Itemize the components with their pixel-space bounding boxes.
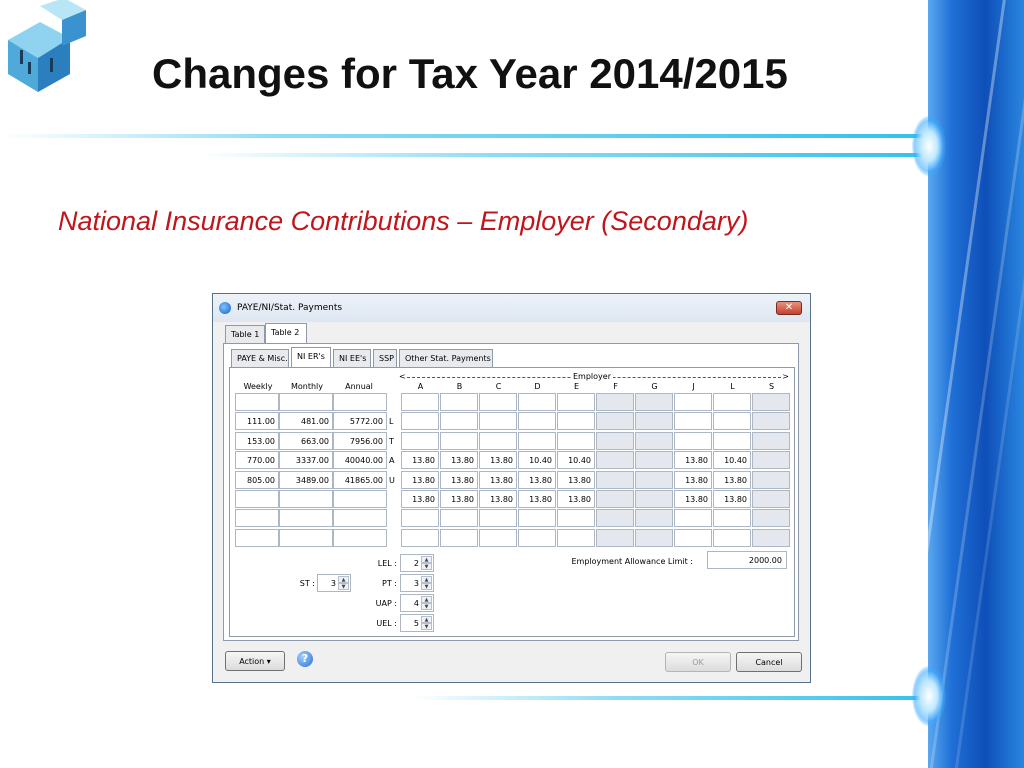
row-letter: L	[389, 417, 394, 426]
lel-label: LEL :	[377, 559, 397, 568]
rate-cell[interactable]: 13.80	[713, 471, 751, 489]
rate-cell[interactable]	[557, 529, 595, 547]
rate-cell[interactable]	[713, 393, 751, 411]
rate-cell[interactable]	[713, 412, 751, 430]
rate-cell[interactable]	[518, 529, 556, 547]
rate-cell[interactable]	[752, 393, 790, 411]
lel-value: 2	[413, 559, 419, 568]
threshold-cell[interactable]	[333, 393, 387, 411]
rate-cell[interactable]	[401, 412, 439, 430]
dialog-titlebar[interactable]	[213, 294, 810, 322]
spin-up-icon[interactable]: ▲	[421, 616, 432, 623]
rate-cell[interactable]	[401, 529, 439, 547]
threshold-cell[interactable]	[235, 490, 279, 508]
uel-value: 5	[413, 619, 419, 628]
rate-cell[interactable]: 13.80	[557, 490, 595, 508]
slide-title: Changes for Tax Year 2014/2015	[152, 50, 788, 97]
rate-cell[interactable]	[401, 393, 439, 411]
employment-allowance-field[interactable]: 2000.00	[707, 551, 787, 569]
rate-cell[interactable]	[635, 509, 673, 527]
rate-cell[interactable]	[518, 432, 556, 450]
arrow-right: >	[782, 372, 789, 381]
rate-cell[interactable]	[440, 509, 478, 527]
spin-down-icon[interactable]: ▼	[338, 583, 349, 590]
rate-cell[interactable]	[440, 432, 478, 450]
rate-cell[interactable]	[674, 529, 712, 547]
rate-cell[interactable]	[596, 490, 634, 508]
rate-cell[interactable]	[635, 412, 673, 430]
rate-cell[interactable]: 13.80	[518, 471, 556, 489]
rate-cell[interactable]	[479, 412, 517, 430]
row-letter: U	[389, 476, 395, 485]
rate-cell[interactable]	[401, 509, 439, 527]
tab-table-1[interactable]: Table 1	[225, 325, 265, 343]
rate-cell[interactable]: 13.80	[674, 490, 712, 508]
rate-cell[interactable]	[713, 432, 751, 450]
rate-cell[interactable]	[674, 412, 712, 430]
rate-cell[interactable]: 10.40	[557, 451, 595, 469]
tab-paye-misc[interactable]: PAYE & Misc.	[231, 349, 289, 367]
threshold-cell[interactable]: 7956.00	[333, 432, 387, 450]
uap-spinner[interactable]	[400, 594, 434, 612]
rate-cell[interactable]	[752, 490, 790, 508]
threshold-cell[interactable]: 3337.00	[279, 451, 333, 469]
header-monthly: Monthly	[290, 382, 324, 391]
rate-cell[interactable]	[557, 432, 595, 450]
rate-cell[interactable]: 13.80	[674, 471, 712, 489]
rate-cell[interactable]	[401, 432, 439, 450]
arrow-left: <	[399, 372, 406, 381]
spin-up-icon[interactable]: ▲	[421, 596, 432, 603]
rate-cell[interactable]	[752, 471, 790, 489]
rate-cell[interactable]	[713, 529, 751, 547]
rate-cell[interactable]	[518, 393, 556, 411]
employer-bracket	[399, 372, 789, 382]
rate-cell[interactable]: 13.80	[401, 471, 439, 489]
rate-cell[interactable]: 13.80	[479, 490, 517, 508]
header-col-f: F	[613, 382, 618, 391]
header-col-e: E	[573, 382, 580, 391]
rate-cell[interactable]	[479, 529, 517, 547]
rate-cell[interactable]	[752, 432, 790, 450]
uel-spinner[interactable]	[400, 614, 434, 632]
rate-cell[interactable]	[596, 393, 634, 411]
pt-spinner[interactable]	[400, 574, 434, 592]
rate-cell[interactable]	[479, 509, 517, 527]
threshold-cell[interactable]	[279, 490, 333, 508]
rate-cell[interactable]: 13.80	[518, 490, 556, 508]
app-icon	[219, 302, 231, 314]
help-icon[interactable]: ?	[297, 651, 313, 667]
rate-cell[interactable]	[518, 509, 556, 527]
rate-cell[interactable]	[440, 393, 478, 411]
rate-cell[interactable]	[440, 412, 478, 430]
tab-ni-ers[interactable]: NI ER's	[291, 347, 331, 367]
lel-spinner[interactable]	[400, 554, 434, 572]
rate-cell[interactable]: 13.80	[479, 451, 517, 469]
rate-cell[interactable]	[596, 529, 634, 547]
header-col-c: C	[495, 382, 502, 391]
rate-cell[interactable]	[557, 412, 595, 430]
rate-cell[interactable]	[596, 471, 634, 489]
rate-cell[interactable]	[635, 451, 673, 469]
rate-cell[interactable]	[440, 529, 478, 547]
rate-cell[interactable]	[635, 529, 673, 547]
header-weekly: Weekly	[243, 382, 273, 391]
threshold-cell[interactable]: 481.00	[279, 412, 333, 430]
rate-cell[interactable]	[596, 509, 634, 527]
threshold-cell[interactable]: 770.00	[235, 451, 279, 469]
ok-button[interactable]: OK	[665, 652, 731, 672]
threshold-cell[interactable]: 111.00	[235, 412, 279, 430]
decor-line-top	[0, 134, 930, 138]
row-letter: A	[389, 456, 395, 465]
threshold-cell[interactable]	[333, 529, 387, 547]
header-col-g: G	[651, 382, 658, 391]
uel-label: UEL :	[376, 619, 397, 628]
decor-glow-bottom	[912, 666, 946, 726]
logo-cubes	[0, 0, 96, 96]
spin-down-icon[interactable]: ▼	[421, 583, 432, 590]
rate-cell[interactable]	[674, 393, 712, 411]
threshold-cell[interactable]: 153.00	[235, 432, 279, 450]
slide-subtitle: National Insurance Contributions – Employer (Secondary)	[58, 206, 749, 236]
rate-cell[interactable]	[557, 393, 595, 411]
dialog-title: PAYE/NI/Stat. Payments	[237, 303, 343, 313]
threshold-cell[interactable]: 5772.00	[333, 412, 387, 430]
pt-label: PT :	[382, 579, 397, 588]
tab-ssp[interactable]: SSP	[373, 349, 397, 367]
threshold-cell[interactable]: 41865.00	[333, 471, 387, 489]
pt-value: 3	[413, 579, 419, 588]
uap-value: 4	[413, 599, 419, 608]
row-letter: T	[389, 437, 394, 446]
rate-cell[interactable]	[713, 509, 751, 527]
decor-line-bottom	[410, 696, 930, 700]
rate-cell[interactable]	[596, 432, 634, 450]
threshold-cell[interactable]	[333, 490, 387, 508]
rate-cell[interactable]	[479, 432, 517, 450]
decor-line-second	[200, 153, 930, 157]
threshold-cell[interactable]	[235, 509, 279, 527]
threshold-cell[interactable]	[279, 393, 333, 411]
st-label: ST :	[299, 579, 315, 588]
rate-cell[interactable]: 13.80	[440, 490, 478, 508]
rate-cell[interactable]	[674, 509, 712, 527]
spin-up-icon[interactable]: ▲	[421, 556, 432, 563]
st-spinner[interactable]	[317, 574, 351, 592]
rate-cell[interactable]: 10.40	[518, 451, 556, 469]
rate-cell[interactable]: 13.80	[674, 451, 712, 469]
tab-table-2[interactable]: Table 2	[265, 323, 307, 343]
decor-glow-top	[912, 116, 946, 176]
rate-cell[interactable]	[635, 432, 673, 450]
rate-cell[interactable]	[635, 471, 673, 489]
rate-cell[interactable]	[479, 393, 517, 411]
rate-cell[interactable]	[752, 509, 790, 527]
close-button[interactable]: ✕	[776, 301, 802, 315]
rate-cell[interactable]	[752, 412, 790, 430]
rate-cell[interactable]: 13.80	[479, 471, 517, 489]
rate-cell[interactable]	[518, 412, 556, 430]
cancel-button[interactable]: Cancel	[736, 652, 802, 672]
paye-ni-dialog	[212, 293, 811, 683]
rate-cell[interactable]	[557, 509, 595, 527]
spin-up-icon[interactable]: ▲	[338, 576, 349, 583]
spin-down-icon[interactable]: ▼	[421, 603, 432, 610]
rate-cell[interactable]	[596, 451, 634, 469]
rate-cell[interactable]	[752, 451, 790, 469]
threshold-cell[interactable]: 3489.00	[279, 471, 333, 489]
rate-cell[interactable]: 13.80	[401, 451, 439, 469]
rate-cell[interactable]: 13.80	[557, 471, 595, 489]
tab-other-stat-payments[interactable]: Other Stat. Payments	[399, 349, 493, 367]
uap-label: UAP :	[375, 599, 397, 608]
rate-cell[interactable]: 13.80	[713, 490, 751, 508]
header-col-b: B	[456, 382, 463, 391]
rate-cell[interactable]	[596, 412, 634, 430]
rate-cell[interactable]	[635, 393, 673, 411]
threshold-cell[interactable]	[279, 509, 333, 527]
spin-down-icon[interactable]: ▼	[421, 623, 432, 630]
rate-cell[interactable]	[674, 432, 712, 450]
tab-ni-ees[interactable]: NI EE's	[333, 349, 371, 367]
spin-up-icon[interactable]: ▲	[421, 576, 432, 583]
header-annual: Annual	[345, 382, 373, 391]
st-value: 3	[330, 579, 336, 588]
threshold-cell[interactable]	[235, 529, 279, 547]
threshold-cell[interactable]	[235, 393, 279, 411]
header-col-j: J	[692, 382, 695, 391]
employment-allowance-label: Employment Allowance Limit :	[571, 557, 693, 566]
rate-cell[interactable]: 13.80	[440, 451, 478, 469]
rate-cell[interactable]	[752, 529, 790, 547]
header-col-d: D	[534, 382, 541, 391]
header-col-s: S	[768, 382, 775, 391]
threshold-cell[interactable]: 663.00	[279, 432, 333, 450]
decor-right-band	[928, 0, 1024, 768]
spin-down-icon[interactable]: ▼	[421, 563, 432, 570]
employer-label: Employer	[573, 372, 611, 381]
threshold-cell[interactable]	[333, 509, 387, 527]
rate-cell[interactable]: 10.40	[713, 451, 751, 469]
header-col-a: A	[417, 382, 424, 391]
rate-cell[interactable]: 13.80	[440, 471, 478, 489]
rate-cell[interactable]: 13.80	[401, 490, 439, 508]
threshold-cell[interactable]	[279, 529, 333, 547]
header-col-l: L	[730, 382, 735, 391]
threshold-cell[interactable]: 805.00	[235, 471, 279, 489]
threshold-cell[interactable]: 40040.00	[333, 451, 387, 469]
action-button[interactable]: Action ▾	[225, 651, 285, 671]
rate-cell[interactable]	[635, 490, 673, 508]
